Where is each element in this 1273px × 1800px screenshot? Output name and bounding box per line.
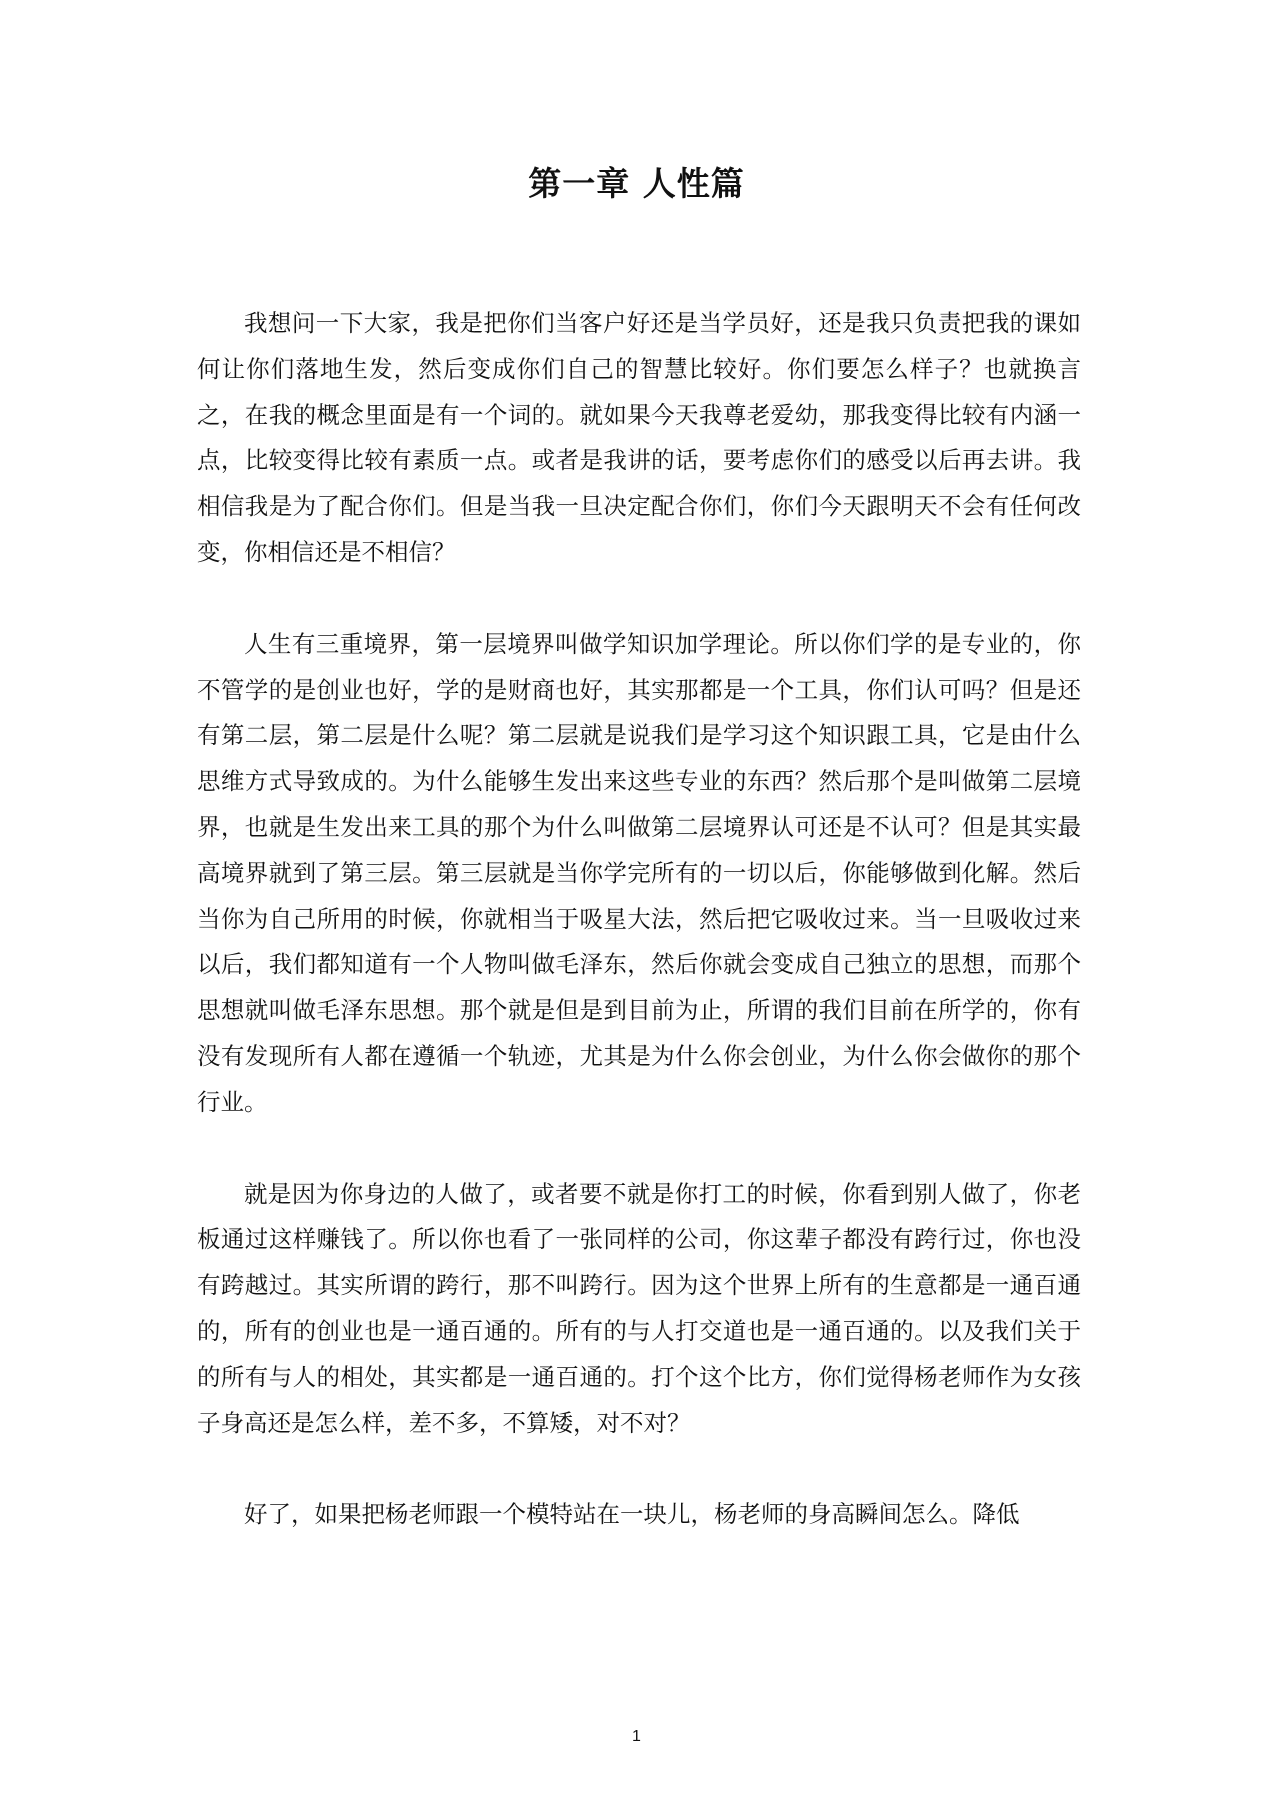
paragraph-3: 就是因为你身边的人做了，或者要不就是你打工的时候，你看到别人做了，你老板通过这样赚钱了。所以你也看了一张同样的公司，你这辈子都没有跨行过，你也没有跨越过。其实所谓的跨行，那不叫跨行。因为这个世界上所有的生意都是一通百通的，所有的创业也是一通百通的。所有的与人打交道也是一通百通的。以及我们关于的所有与人的相处，其实都是一通百通的。打个这个比方，你们觉得杨老师作为女孩子身高还是怎么样，差不多，不算矮，对不对？ (197, 1179, 1081, 1437)
paragraph-2: 人生有三重境界，第一层境界叫做学知识加学理论。所以你们学的是专业的，你不管学的是创业也好，学的是财商也好，其实那都是一个工具，你们认可吗？但是还有第二层，第二层是什么呢？第二层就是说我们是学习这个知识跟工具，它是由什么思维方式导致成的。为什么能够生发出来这些专业的东西？然后那个是叫做第二层境界，也就是生发出来工具的那个为什么叫做第二层境界认可还是不认可？但是其实最高境界就到了第三层。第三层就是当你学完所有的一切以后，你能够做到化解。然后当你为自己所用的时候，你就相当于吸星大法，然后把它吸收过来。当一旦吸收过来以后，我们都知道有一个人物叫做毛泽东，然后你就会变成自己独立的思想，而那个思想就叫做毛泽东思想。那个就是但是到目前为止，所谓的我们目前在所学的，你有没有发现所有人都在遵循一个轨迹，尤其是为什么你会创业，为什么你会做你的那个行业。 (197, 629, 1081, 1116)
paragraph-4: 好了，如果把杨老师跟一个模特站在一块儿，杨老师的身高瞬间怎么。降低 (244, 1500, 1020, 1529)
paragraph-1: 我想问一下大家，我是把你们当客户好还是当学员好，还是我只负责把我的课如何让你们落地生发，然后变成你们自己的智慧比较好。你们要怎么样子？也就换言之，在我的概念里面是有一个词的。就如果今天我尊老爱幼，那我变得比较有内涵一点，比较变得比较有素质一点。或者是我讲的话，要考虑你们的感受以后再去讲。我相信我是为了配合你们。但是当我一旦决定配合你们，你们今天跟明天不会有任何改变，你相信还是不相信？ (197, 309, 1081, 566)
chapter-title: 第一章 人性篇 (528, 164, 745, 203)
page-number: 1 (632, 1728, 641, 1745)
body-text (197, 301, 1081, 1584)
